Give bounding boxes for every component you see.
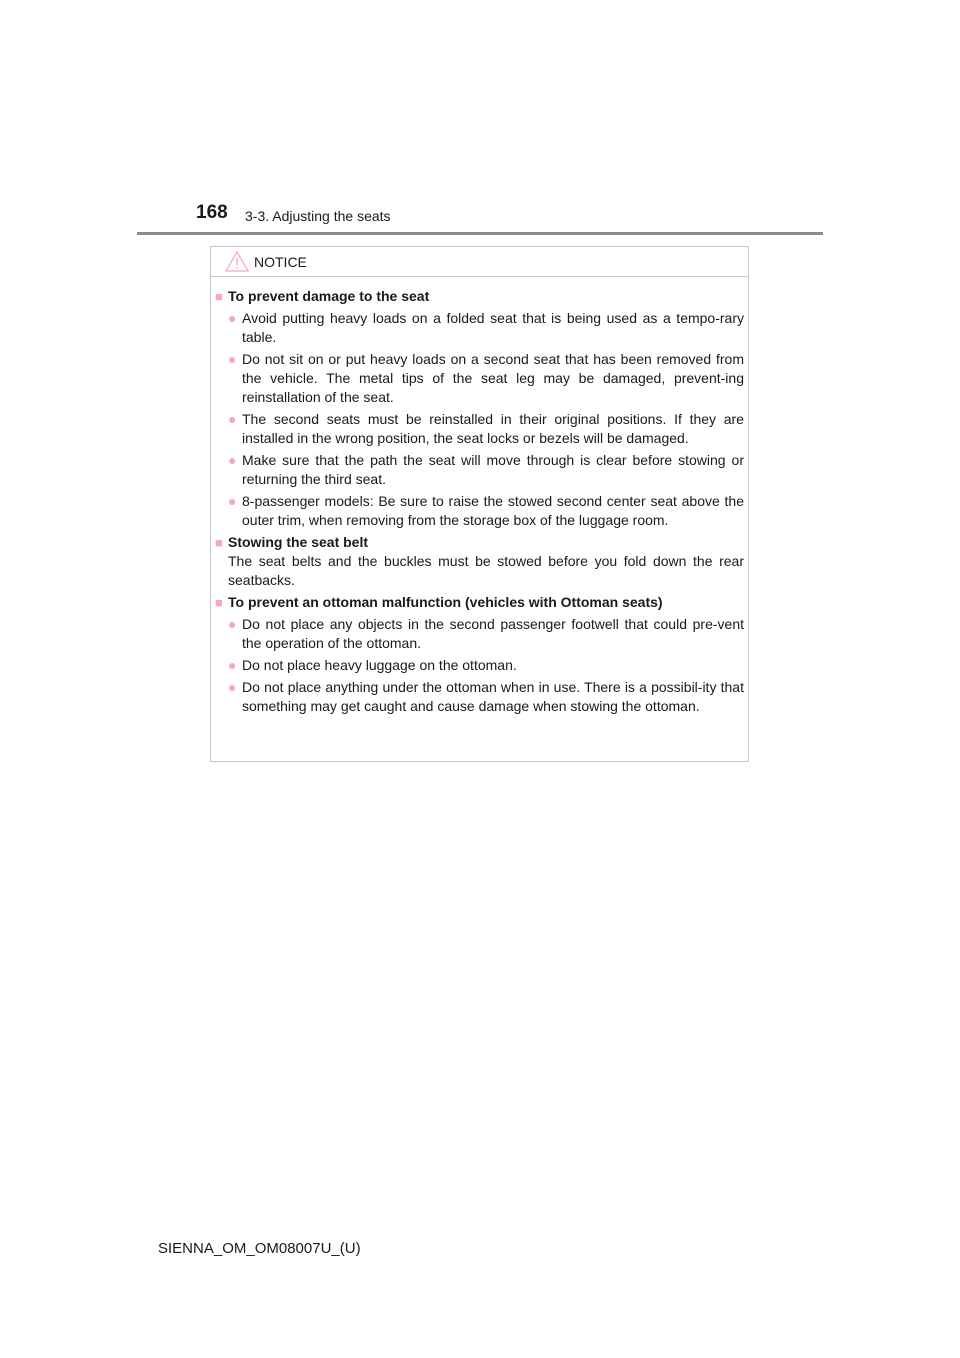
list-item [211,656,750,675]
notice-box [210,246,749,762]
notice-section-seat-belt [211,533,750,590]
section-paragraph: The seat belts and the buckles must be stowed before you fold down the rear seatbacks. [228,553,744,588]
notice-label: NOTICE [254,254,307,270]
list-item-text: Do not place anything under the ottoman when in use. There is a possibil-ity that something may get caught and cause damage when stowing the ottoman. [242,679,744,714]
circle-bullet-icon: ● [228,452,237,468]
circle-bullet-icon: ● [228,310,237,326]
list-item [211,492,750,530]
notice-body [211,287,750,719]
list-item-text: Do not place heavy luggage on the ottoman. [242,657,517,673]
section-heading [211,533,750,552]
list-item [211,451,750,489]
list-item [211,410,750,448]
list-item-text: Do not sit on or put heavy loads on a second seat that has been removed from the vehicle. The metal tips of the seat leg may be damaged, prevent-ing reinstallation of the seat. [242,351,744,405]
circle-bullet-icon: ● [228,679,237,695]
square-bullet-icon: ■ [215,535,223,550]
circle-bullet-icon: ● [228,493,237,509]
list-item-text: 8-passenger models: Be sure to raise the stowed second center seat above the outer trim, when removing from the storage box of the luggage room. [242,493,744,528]
list-item [211,678,750,716]
section-heading [211,593,750,612]
warning-triangle-icon [225,251,249,272]
circle-bullet-icon: ● [228,351,237,367]
notice-header [211,247,748,277]
list-item [211,350,750,407]
header-divider [137,232,823,235]
page-number: 168 [196,202,228,223]
document-code: SIENNA_OM_OM08007U_(U) [158,1240,361,1257]
circle-bullet-icon: ● [228,657,237,673]
list-item-text: Make sure that the path the seat will move through is clear before stowing or returning the third seat. [242,452,744,487]
section-heading [211,287,750,306]
section-heading-text: To prevent an ottoman malfunction (vehicles with Ottoman seats) [228,594,663,610]
section-title: 3-3. Adjusting the seats [245,208,391,224]
list-item-text: Avoid putting heavy loads on a folded seat that is being used as a tempo-rary table. [242,310,744,345]
circle-bullet-icon: ● [228,411,237,427]
list-item [211,615,750,653]
list-item-text: The second seats must be reinstalled in their original positions. If they are installed in the wrong position, the seat locks or bezels will be damaged. [242,411,744,446]
square-bullet-icon: ■ [215,595,223,610]
list-item-text: Do not place any objects in the second passenger footwell that could pre-vent the operation of the ottoman. [242,616,744,651]
notice-section-seat-damage [211,287,750,530]
section-heading-text: To prevent damage to the seat [228,288,430,304]
list-item [211,309,750,347]
section-heading-text: Stowing the seat belt [228,534,369,550]
page-header [0,0,960,240]
circle-bullet-icon: ● [228,616,237,632]
square-bullet-icon: ■ [215,289,223,304]
notice-section-ottoman [211,593,750,716]
